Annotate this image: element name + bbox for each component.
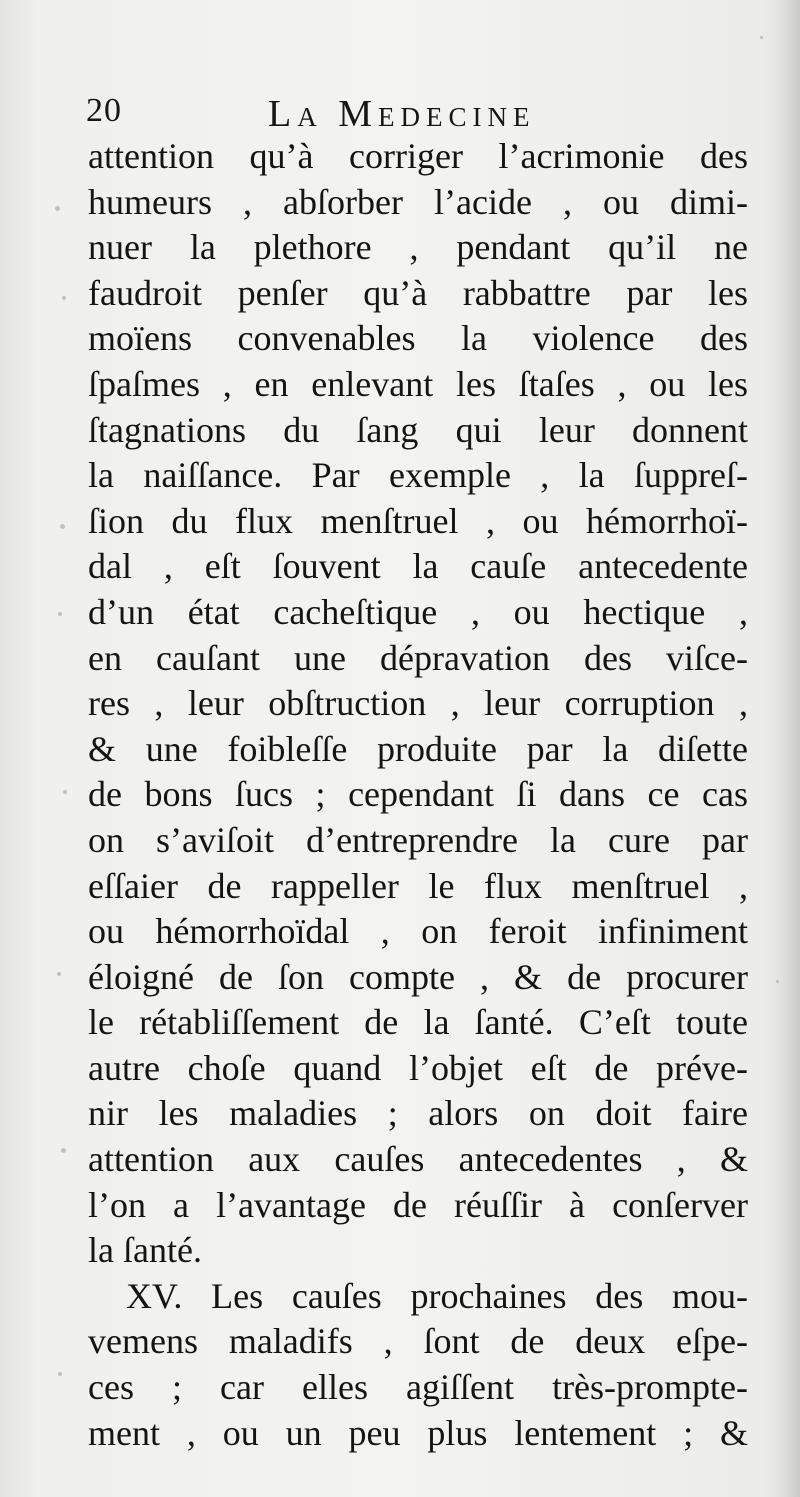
- paper-speck: [60, 524, 65, 529]
- section-start-line: XV. Les cauſes prochaines des mou-: [126, 1275, 748, 1316]
- text-line: dal , eſt ſouvent la cauſe antecedente: [88, 546, 748, 587]
- text-line: d’un état cacheſtique , ou hectique ,: [88, 591, 748, 632]
- paper-speck: [776, 980, 779, 983]
- body-text: [88, 134, 748, 1456]
- text-line: ſpaſmes , en enlevant les ſtaſes , ou les: [88, 363, 748, 404]
- paragraph-end-line: la ſanté.: [88, 1230, 202, 1271]
- text-line: eſſaier de rappeller le flux menſtruel ,: [88, 865, 748, 906]
- paper-speck: [55, 206, 60, 211]
- text-line: nir les maladies ; alors on doit faire: [88, 1093, 748, 1134]
- paper-speck: [63, 790, 67, 794]
- paper-speck: [58, 1372, 62, 1376]
- text-line: ſtagnations du ſang qui leur donnent: [88, 409, 748, 450]
- paper-speck: [62, 296, 66, 300]
- page-number: 20: [86, 92, 122, 129]
- paper-speck: [61, 1148, 66, 1153]
- text-line: éloigné de ſon compte , & de procurer: [88, 956, 748, 997]
- text-line: de bons ſucs ; cependant ſi dans ce cas: [88, 774, 748, 815]
- text-line: vemens maladifs , ſont de deux eſpe-: [88, 1321, 748, 1362]
- running-title: La Medecine: [268, 93, 536, 135]
- text-line: faudroit penſer qu’à rabbattre par les: [88, 272, 748, 313]
- text-line: ces ; car elles agiſſent très-prompte-: [88, 1367, 748, 1408]
- text-line: nuer la plethore , pendant qu’il ne: [88, 227, 748, 268]
- text-line: la naiſſance. Par exemple , la ſuppreſ-: [88, 455, 748, 496]
- text-line: res , leur obſtruction , leur corruption ,: [88, 683, 748, 724]
- paper-speck: [57, 972, 61, 976]
- text-line: attention aux cauſes antecedentes , &: [88, 1139, 748, 1180]
- text-line: attention qu’à corriger l’acrimonie des: [88, 136, 748, 176]
- text-line: autre choſe quand l’objet eſt de préve-: [88, 1047, 748, 1088]
- paper-speck: [760, 36, 763, 39]
- text-line: le rétabliſſement de la ſanté. C’eſt toute: [88, 1002, 748, 1043]
- text-line: ſion du flux menſtruel , ou hémorrhoï-: [88, 500, 748, 541]
- text-line: humeurs , abſorber l’acide , ou dimi-: [88, 181, 748, 222]
- paper-speck: [58, 612, 62, 616]
- text-line: ou hémorrhoïdal , on feroit infiniment: [88, 911, 748, 952]
- page-edge-shadow: [778, 0, 800, 1497]
- text-line: moïens convenables la violence des: [88, 318, 748, 359]
- text-line: en cauſant une dépravation des viſce-: [88, 637, 748, 678]
- text-line: on s’aviſoit d’entreprendre la cure par: [88, 819, 748, 860]
- text-line: l’on a l’avantage de réuſſir à conſerver: [88, 1184, 748, 1225]
- running-head: [86, 92, 746, 136]
- text-line: & une foibleſſe produite par la diſette: [88, 728, 748, 769]
- text-line: ment , ou un peu plus lentement ; &: [88, 1412, 748, 1453]
